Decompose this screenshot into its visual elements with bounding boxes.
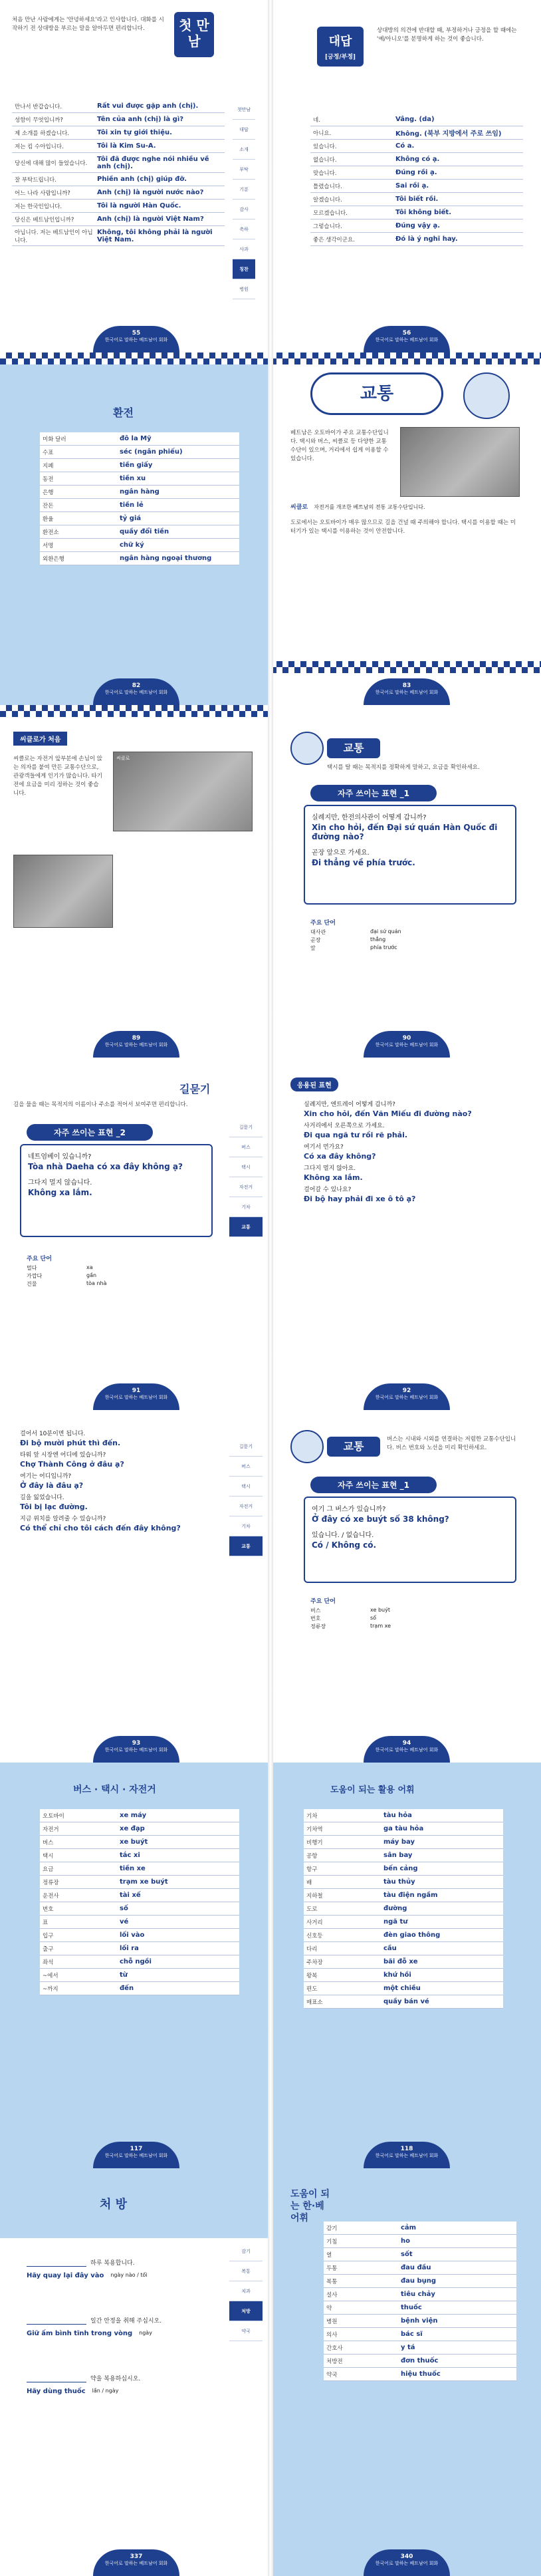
vocab-table <box>304 1809 503 2009</box>
prescription-form <box>27 2255 219 2395</box>
sentence-item: 사거리에서 오른쪽으로 가세요. Đi qua ngã tư rồi rẽ phải. <box>304 1123 408 1139</box>
tab-item[interactable]: 자전거 <box>229 1177 263 1197</box>
footer-text: 한국어로 말하는 베트남어 회화 <box>375 337 439 343</box>
page-82 <box>0 353 270 705</box>
footer-text: 한국어로 말하는 베트남어 회화 <box>104 2153 168 2158</box>
side-tabs <box>229 1437 263 1556</box>
table-row: 간호사 y tá <box>324 2341 516 2355</box>
cyclo-photo <box>113 752 253 831</box>
spread-exchange-transport <box>0 353 541 705</box>
vocab-table <box>40 432 239 565</box>
tab-item-active[interactable]: 교통 <box>229 1217 263 1237</box>
page-footer <box>93 678 179 705</box>
table-row: 출구 lối ra <box>40 1942 239 1955</box>
spread-vocab-transport <box>0 1763 541 2168</box>
tab-item[interactable]: 소개 <box>233 140 255 160</box>
mascot-illustration <box>463 372 510 419</box>
form-vi: Giữ ấm bình tĩnh trong vòng <box>27 2330 133 2337</box>
table-row: 있습니다. Có a. <box>310 140 523 153</box>
table-row: 도로 đường <box>304 1902 503 1916</box>
tab-item[interactable]: 대답 <box>233 120 255 140</box>
page-83 <box>270 353 541 705</box>
tab-item-active[interactable]: 교통 <box>229 1536 263 1556</box>
spread-bus <box>0 1410 541 1763</box>
page-93 <box>0 1410 270 1763</box>
table-row: 맞습니다. Đúng rồi ạ. <box>310 166 523 180</box>
photo-caption: 씨클로 <box>116 756 130 761</box>
title-sub: [긍정/부정] <box>324 54 356 61</box>
page-56 <box>270 0 541 353</box>
tab-item[interactable]: 감사 <box>233 200 255 219</box>
dialog-ko-2: 있습니다. / 없습니다. <box>312 1532 374 1539</box>
page-footer <box>364 326 450 353</box>
table-row: 설사 tiêu chảy <box>324 2288 516 2301</box>
dialog-box <box>304 1497 516 1583</box>
form-extra: ngày <box>139 2330 152 2336</box>
table-row: 버스 xe buýt <box>40 1836 239 1849</box>
sentence-item: 여기서 먼가요? Có xa đây không? <box>304 1144 376 1161</box>
table-row: 모르겠습니다. Tôi không biết. <box>310 206 523 219</box>
table-row: 두통 đau đầu <box>324 2261 516 2275</box>
tab-item[interactable]: 자전거 <box>229 1497 263 1516</box>
spread-directions <box>0 1058 541 1410</box>
page-footer <box>364 1736 450 1763</box>
vocab-item: 정류장 trạm xe <box>310 1623 391 1630</box>
spread-cyclo-transport <box>0 705 541 1058</box>
table-row: 틀렸습니다. Sai rồi ạ. <box>310 180 523 193</box>
vocab-heading: 주요 단어 <box>27 1256 52 1262</box>
table-row: 처방전 đơn thuốc <box>324 2355 516 2368</box>
table-row: 택시 tắc xi <box>40 1849 239 1862</box>
page-number: 91 <box>132 1387 141 1394</box>
page-90 <box>270 705 541 1058</box>
table-row: 운전사 tài xế <box>40 1889 239 1902</box>
blank-field[interactable] <box>27 2255 86 2267</box>
blank-field[interactable] <box>27 2313 86 2325</box>
table-row: 오토바이 xe máy <box>40 1809 239 1822</box>
table-row: 서명 chữ ký <box>40 539 239 552</box>
table-row: 은행 ngân hàng <box>40 486 239 499</box>
table-row: 좌석 chỗ ngồi <box>40 1955 239 1969</box>
page-footer <box>364 2549 450 2576</box>
note-label: 씨클로 <box>290 504 308 511</box>
form-ko: 약을 복용하십시오. <box>90 2376 141 2382</box>
body-text: 씨클로는 자전거 앞부분에 손님이 앉는 의자를 붙여 만든 교통수단으로, 관광객들에게 인기가 많습니다. 타기 전에 요금을 미리 정하는 것이 좋습니다. <box>13 756 102 797</box>
table-row: 외환은행 ngân hàng ngoại thương <box>40 552 239 565</box>
table-row: 당신은 베트남인입니까? Anh (chị) là người Việt Nam? <box>12 213 225 226</box>
body-text: 도로에서는 오토바이가 매우 많으므로 길을 건널 때 주의해야 합니다. 택시를 이용할 때는 미터기가 있는 택시를 이용하는 것이 안전합니다. <box>290 519 516 535</box>
page-footer <box>93 2142 179 2168</box>
checker-border <box>270 353 541 364</box>
table-row: 아니요. Không. (북부 지방에서 주로 쓰임) <box>310 126 523 140</box>
form-item <box>27 2313 219 2337</box>
note-box <box>290 502 520 511</box>
vocab-item: 버스 xe buýt <box>310 1607 390 1614</box>
page-footer <box>93 1031 179 1058</box>
table-row: 만나서 반갑습니다. Rất vui được gặp anh (chị). <box>12 100 225 113</box>
section-pill: 자주 쓰이는 표현 _1 <box>310 1477 437 1493</box>
checker-border <box>0 705 270 717</box>
table-row: 좋은 생각이군요. Đó là ý nghĩ hay. <box>310 233 523 246</box>
footer-text: 한국어로 말하는 베트남어 회화 <box>104 337 168 343</box>
page-title: 교통 <box>327 738 380 758</box>
phrase-table <box>12 100 225 246</box>
table-row: 매표소 quầy bán vé <box>304 1995 503 2009</box>
side-tabs <box>229 1117 263 1237</box>
footer-text: 한국어로 말하는 베트남어 회화 <box>375 1747 439 1753</box>
table-row: 공항 sân bay <box>304 1849 503 1862</box>
spine <box>268 1410 273 1763</box>
blank-field[interactable] <box>27 2370 86 2382</box>
street-photo <box>400 427 520 497</box>
sentence-item: 그다지 멀지 않아요. Không xa lắm. <box>304 1165 363 1182</box>
table-row: 감기 cảm <box>324 2221 516 2235</box>
table-row: 네. Vâng. (da) <box>310 113 523 126</box>
sentence-item: 길을 잃었습니다. Tôi bị lạc đường. <box>20 1495 88 1511</box>
table-row: 정류장 trạm xe buýt <box>40 1876 239 1889</box>
page-337 <box>0 2168 270 2576</box>
sentence-item: 지금 위치를 알려줄 수 있습니까? Có thể chỉ cho tôi cách đến đây không? <box>20 1516 181 1532</box>
section-heading: 응용된 표현 <box>290 1077 338 1091</box>
tab-item-active[interactable]: 칭찬 <box>233 259 255 279</box>
page-footer <box>364 2142 450 2168</box>
page-footer <box>93 1736 179 1763</box>
table-row: 지폐 tiền giấy <box>40 459 239 472</box>
table-row: 지하철 tàu điện ngầm <box>304 1889 503 1902</box>
vocab-item: 건물 tòa nhà <box>27 1280 107 1287</box>
table-row: 그렇습니다. Đúng vậy ạ. <box>310 219 523 233</box>
intro-text: 처음 만난 사람에게는 '안녕하세요'라고 인사합니다. 대화를 시작하기 전 상대방을 부르는 말을 알아두면 편리합니다. <box>12 17 164 32</box>
title-banner <box>310 372 443 415</box>
table-row: 병원 bệnh viện <box>324 2315 516 2328</box>
sentence-item: 걸어서 10분이면 됩니다. Đi bộ mười phút thì đến. <box>20 1431 121 1447</box>
page-number: 90 <box>402 1035 411 1042</box>
table-row: 요금 tiền xe <box>40 1862 239 1876</box>
tab-item[interactable]: 버스 <box>229 1137 263 1157</box>
sentence-item: 걸어갈 수 있나요? Đi bộ hay phải đi xe ô tô ạ? <box>304 1187 416 1203</box>
vocab-item: 앞 phía trước <box>310 944 397 951</box>
table-row: 약 thuốc <box>324 2301 516 2315</box>
dialog-ko-1: 네트엄베이 있습니까? <box>28 1153 92 1161</box>
page-title: 도움이 되는 한·베 어휘 <box>290 2189 330 2223</box>
spine <box>268 353 273 705</box>
dialog-vi-1: Tòa nhà Daeha có xa đây không ạ? <box>28 1162 183 1171</box>
table-row: 성함이 무엇입니까? Tên của anh (chị) là gì? <box>12 113 225 126</box>
page-title: 교통 <box>327 1437 380 1457</box>
vocab-list <box>310 929 430 952</box>
table-row: 저는 한국인입니다. Tôi là người Hàn Quốc. <box>12 200 225 213</box>
footer-text: 한국어로 말하는 베트남어 회화 <box>104 1747 168 1753</box>
tab-item[interactable]: 기분 <box>233 180 255 200</box>
page-340 <box>270 2168 541 2576</box>
page-number: 118 <box>400 2146 413 2152</box>
table-row: 당신에 대해 많이 들었습니다. Tôi đã được nghe nói nhiều về anh (chị). <box>12 153 225 173</box>
dialog-vi-1: Xin cho hỏi, đến Đại sứ quán Hàn Quốc đi đường nào? <box>312 823 498 841</box>
phrase-table <box>310 113 523 246</box>
tab-item[interactable]: 약국 <box>229 2321 263 2341</box>
page-title: 길묻기 <box>179 1083 211 1095</box>
page-number: 92 <box>402 1387 411 1394</box>
tab-item[interactable]: 기차 <box>229 1516 263 1536</box>
table-row: 배 tàu thủy <box>304 1876 503 1889</box>
vocab-item: 가깝다 gần <box>27 1272 97 1279</box>
table-row: 아닙니다. 저는 베트남인이 아닙니다. Không, tôi không phải là người Việt Nam. <box>12 226 225 246</box>
table-row: 복통 đau bụng <box>324 2275 516 2288</box>
spread-first-meeting <box>0 0 541 353</box>
footer-text: 한국어로 말하는 베트남어 회화 <box>104 1042 168 1048</box>
dialog-ko-2: 곧장 앞으로 가세요. <box>312 849 370 857</box>
form-vi: Hãy dùng thuốc <box>27 2388 86 2395</box>
sentence-item: 여기는 어디입니까? Ở đây là đâu ạ? <box>20 1473 84 1490</box>
page-title: 버스 · 택시 · 자전거 <box>73 1785 156 1795</box>
table-row: 신호등 đèn giao thông <box>304 1929 503 1942</box>
footer-text: 한국어로 말하는 베트남어 회화 <box>104 690 168 695</box>
tab-item[interactable]: 부탁 <box>233 160 255 180</box>
tab-item-active[interactable]: 처방 <box>229 2301 263 2321</box>
table-row: 다리 cầu <box>304 1942 503 1955</box>
page-number: 94 <box>402 1740 411 1747</box>
page-118 <box>270 1763 541 2168</box>
vocab-item: 대사관 đại sứ quán <box>310 929 401 935</box>
spine <box>268 705 273 1058</box>
tab-item[interactable]: 택시 <box>229 1157 263 1177</box>
vocab-item: 곧장 thẳng <box>310 936 386 943</box>
table-row: 비행기 máy bay <box>304 1836 503 1849</box>
intro-text: 베트남은 오토바이가 주요 교통수단입니다. 택시와 버스, 씨클로 등 다양한 교통수단이 있으며, 거리에서 쉽게 이용할 수 있습니다. <box>290 430 389 462</box>
page-number: 93 <box>132 1740 141 1747</box>
intro-text: 버스는 시내와 시외를 연결하는 저렴한 교통수단입니다. 버스 번호와 노선을 미리 확인하세요. <box>387 1436 516 1451</box>
table-row: 환전소 quầy đổi tiền <box>40 525 239 539</box>
dialog-box <box>304 805 516 905</box>
dialog-vi-2: Đi thẳng về phía trước. <box>312 858 415 867</box>
page-title: 교통 <box>360 384 394 404</box>
note-text: 자전거를 개조한 베트남의 전통 교통수단입니다. <box>314 504 425 510</box>
tab-item[interactable]: 택시 <box>229 1477 263 1497</box>
intro-text: 길을 물을 때는 목적지의 이름이나 주소를 적어서 보여주면 편리합니다. <box>13 1101 188 1108</box>
checker-border <box>0 353 270 364</box>
sentence-list <box>20 1430 213 1536</box>
vocab-heading: 주요 단어 <box>310 920 336 927</box>
page-55 <box>0 0 270 353</box>
footer-text: 한국어로 말하는 베트남어 회화 <box>104 2561 168 2566</box>
table-row: 열 sốt <box>324 2248 516 2261</box>
page-footer <box>93 2549 179 2576</box>
page-number: 89 <box>132 1035 141 1042</box>
table-row: 제 소개를 하겠습니다. Tôi xin tự giới thiệu. <box>12 126 225 140</box>
page-number: 340 <box>400 2553 413 2560</box>
table-row: ~까지 đến <box>40 1982 239 1995</box>
table-row: 잔돈 tiền lẻ <box>40 499 239 512</box>
vocab-item: 멀다 xa <box>27 1264 93 1271</box>
table-row: 미화 달러 đô la Mỹ <box>40 432 239 446</box>
sentence-item: 타워 앞 시장엔 어디에 있습니까? Chợ Thành Công ở đâu ạ? <box>20 1452 124 1469</box>
table-row: 편도 một chiều <box>304 1982 503 1995</box>
page-number: 82 <box>132 682 141 689</box>
vocab-item: 번호 số <box>310 1615 377 1622</box>
side-tabs <box>233 100 255 299</box>
tab-item[interactable]: 병원 <box>233 279 255 299</box>
form-ko: 일간 안정을 취해 주십시오. <box>90 2318 162 2325</box>
table-row: 번호 số <box>40 1902 239 1916</box>
dialog-vi-2: Có / Không có. <box>312 1540 377 1550</box>
page-title: 환전 <box>113 406 134 419</box>
footer-text: 한국어로 말하는 베트남어 회화 <box>375 2153 439 2158</box>
footer-text: 한국어로 말하는 베트남어 회화 <box>375 1042 439 1048</box>
page-footer <box>364 1031 450 1058</box>
page-number: 117 <box>130 2146 143 2152</box>
table-row: 없습니다. Không có ạ. <box>310 153 523 166</box>
vocab-heading: 주요 단어 <box>310 1598 336 1605</box>
table-row: 약국 hiệu thuốc <box>324 2368 516 2381</box>
page-number: 337 <box>130 2553 143 2560</box>
tab-item[interactable]: 축하 <box>233 219 255 239</box>
footer-text: 한국어로 말하는 베트남어 회화 <box>375 2561 439 2566</box>
title-main: 대답 <box>328 35 352 49</box>
page-footer <box>364 1383 450 1410</box>
table-row: 저는 킴 수아입니다. Tôi là Kim Su-A. <box>12 140 225 153</box>
cyclo-photo-2 <box>13 855 113 928</box>
page-91 <box>0 1058 270 1410</box>
dialog-ko-2: 그다지 멀지 않습니다. <box>28 1179 92 1187</box>
dialog-vi-1: Ở đây có xe buýt số 38 không? <box>312 1514 449 1524</box>
section-pill: 자주 쓰이는 표현 _1 <box>310 785 437 801</box>
table-row: 입구 lối vào <box>40 1929 239 1942</box>
footer-text: 한국어로 말하는 베트남어 회화 <box>375 1395 439 1400</box>
table-row: ~에서 từ <box>40 1969 239 1982</box>
form-item <box>27 2255 219 2279</box>
table-row: 기차 tàu hỏa <box>304 1809 503 1822</box>
form-ko: 하루 복용합니다. <box>90 2260 135 2267</box>
table-row: 수표 séc (ngân phiếu) <box>40 446 239 459</box>
page-footer <box>364 678 450 705</box>
vocab-table <box>324 2221 516 2381</box>
spine <box>268 1058 273 1410</box>
page-94 <box>270 1410 541 1763</box>
intro-text: 상대방의 의견에 반대할 때, 부정하거나 긍정을 할 때에는 '예/아니오'를 분명하게 하는 것이 좋습니다. <box>377 27 517 43</box>
page-92 <box>270 1058 541 1410</box>
dialog-vi-2: Không xa lắm. <box>28 1188 92 1197</box>
vocab-list <box>310 1607 430 1631</box>
page-title: 첫 만남 <box>174 12 214 57</box>
table-row: 기차역 ga tàu hỏa <box>304 1822 503 1836</box>
dialog-ko-1: 실례지만, 한전의사관이 어떻게 갑니까? <box>312 814 427 821</box>
title-band <box>0 2168 270 2238</box>
page-footer <box>93 1383 179 1410</box>
tab-item[interactable]: 복통 <box>229 2261 263 2281</box>
tab-item[interactable]: 기차 <box>229 1197 263 1217</box>
page-89 <box>0 705 270 1058</box>
table-row: 자전거 xe đạp <box>40 1822 239 1836</box>
page-number: 83 <box>402 682 411 689</box>
sentence-list <box>304 1101 516 1207</box>
page-title <box>317 27 364 67</box>
tab-item[interactable]: 사과 <box>233 239 255 259</box>
dialog-box <box>20 1144 213 1237</box>
table-row: 왕복 khứ hồi <box>304 1969 503 1982</box>
sentence-item: 실례지만, 엔트레이 어떻게 갑니까? Xin cho hỏi, đến Văn Miếu đi đường nào? <box>304 1101 472 1118</box>
tab-item[interactable]: 길묻기 <box>229 1437 263 1457</box>
dialog-ko-1: 여기 그 버스가 있습니까? <box>312 1506 386 1513</box>
vocab-list <box>27 1264 146 1288</box>
page-117 <box>0 1763 270 2168</box>
side-tabs <box>229 2241 263 2341</box>
tab-item[interactable]: 버스 <box>229 1457 263 1477</box>
table-row: 환율 tỷ giá <box>40 512 239 525</box>
page-title: 도움이 되는 활용 어휘 <box>330 1785 415 1795</box>
form-extra: ngày nào / tối <box>110 2272 148 2278</box>
table-row: 항구 bến cảng <box>304 1862 503 1876</box>
spread-prescription <box>0 2168 541 2576</box>
mascot-illustration <box>290 732 324 765</box>
table-row: 의사 bác sĩ <box>324 2328 516 2341</box>
checker-border-bottom <box>270 661 541 673</box>
section-heading: 씨클로가 처음 <box>13 732 67 746</box>
page-number: 55 <box>132 330 141 337</box>
form-extra: lần / ngày <box>92 2388 119 2394</box>
footer-text: 한국어로 말하는 베트남어 회화 <box>375 690 439 695</box>
tab-item[interactable]: 치과 <box>229 2281 263 2301</box>
tab-item[interactable]: 감기 <box>229 2241 263 2261</box>
spine <box>268 2168 273 2576</box>
page-footer <box>93 326 179 353</box>
spine <box>268 0 273 353</box>
page-title: 처 방 <box>100 2198 128 2212</box>
vocab-table <box>40 1809 239 1995</box>
page-number: 56 <box>402 330 411 337</box>
footer-text: 한국어로 말하는 베트남어 회화 <box>104 1395 168 1400</box>
form-vi: Hãy quay lại đây vào <box>27 2272 104 2279</box>
intro-text: 택시를 탈 때는 목적지를 정확하게 말하고, 요금을 확인하세요. <box>327 764 480 771</box>
tab-item[interactable]: 길묻기 <box>229 1117 263 1137</box>
table-row: 동전 tiền xu <box>40 472 239 486</box>
table-row: 주차장 bãi đỗ xe <box>304 1955 503 1969</box>
table-row: 잘 부탁드립니다. Phiền anh (chị) giúp đỡ. <box>12 173 225 186</box>
mascot-illustration <box>290 1430 324 1463</box>
table-row: 기침 ho <box>324 2235 516 2248</box>
table-row: 사거리 ngã tư <box>304 1916 503 1929</box>
spine <box>268 1763 273 2168</box>
section-pill: 자주 쓰이는 표현 _2 <box>27 1124 153 1141</box>
table-row: 어느 나라 사람입니까? Anh (chị) là người nước nào? <box>12 186 225 200</box>
table-row: 알겠습니다. Tôi biết rồi. <box>310 193 523 206</box>
form-item <box>27 2370 219 2395</box>
table-row: 표 vé <box>40 1916 239 1929</box>
tab-item[interactable]: 첫만남 <box>233 100 255 120</box>
